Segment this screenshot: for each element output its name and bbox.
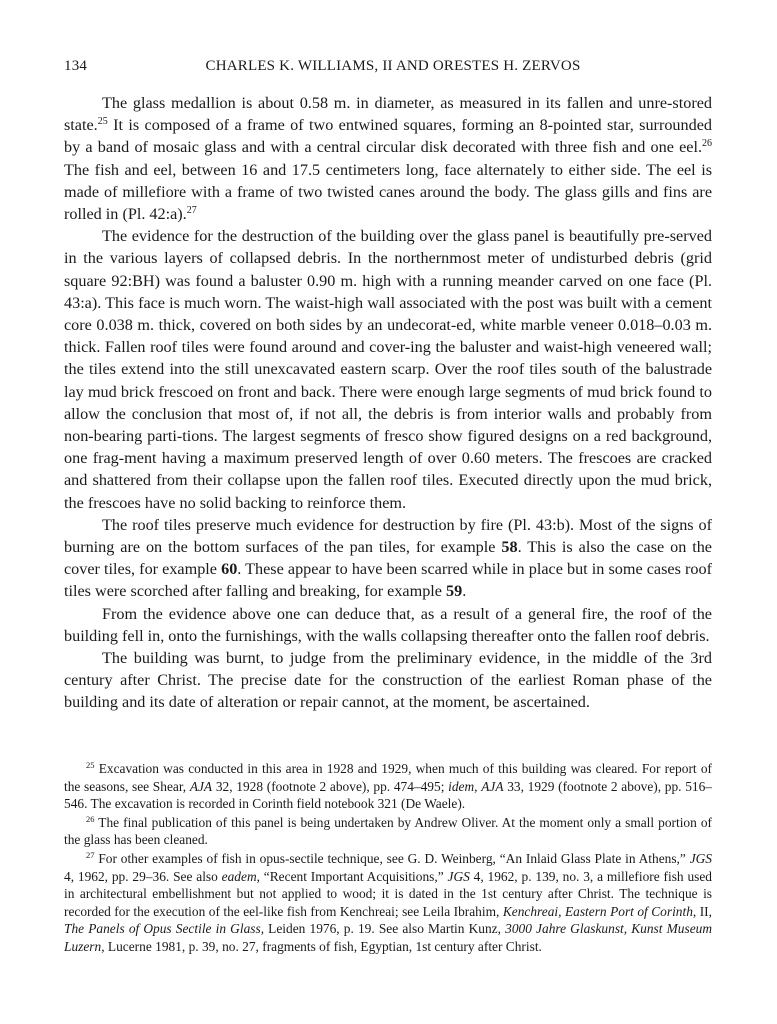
paragraph (64, 514, 712, 603)
text-run: . These appear to have been scarred while in place but in some cases roof tiles were scorched after falling and breaking, for example (64, 560, 712, 601)
paragraph (64, 647, 712, 714)
paragraph (64, 225, 712, 514)
catalog-number: 58 (501, 538, 518, 557)
text-run: From the evidence above one can deduce that, as a result of a general fire, the roof of the building fell in, onto the furnishings, with the walls collapsing thereafter onto the fallen roof debris. (64, 604, 712, 645)
italic-text: The Panels of Opus Sectile in Glass (64, 921, 261, 937)
footnote (64, 814, 712, 849)
text-run: 32, 1928 (footnote 2 above), pp. 474–495; (212, 778, 449, 794)
footnote (64, 760, 712, 813)
page-number: 134 (64, 58, 88, 74)
text-run: It is composed of a frame of two entwined squares, forming an 8-pointed star, surrounded by a band of mosaic glass and with a central circular disk decorated with three fish and one eel. (64, 116, 712, 157)
text-run: 33, 1929 (footnote 2 above), pp. 516–546. The excavation is recorded in Corinth field notebook 321 (De Waele). (64, 778, 712, 812)
paragraph (64, 92, 712, 225)
running-header (64, 58, 712, 82)
text-run: 4, 1962, pp. 29–36. See also (64, 868, 222, 884)
italic-text: eadem (221, 868, 257, 884)
footnote-ref[interactable]: 26 (702, 138, 712, 150)
italic-text: AJA (189, 778, 213, 794)
italic-text: idem (448, 778, 475, 794)
italic-text: JGS (447, 868, 470, 884)
italic-text: JGS (689, 850, 712, 866)
text-run: 4, 1962, p. 139, no. 3, a millefiore fish used in architectural embellishment but not applied to wood; it is dated in the 1st century after Christ. The technique is recorded for the execution of the eel-like fish from Kenchreai; see Leila Ibrahim, (64, 868, 712, 919)
text-run: , (474, 778, 482, 794)
footnote (64, 850, 712, 956)
text-run: The evidence for the destruction of the building over the glass panel is beautifully pre-served in the various layers of collapsed debris. In the northernmost meter of undisturbed debris (grid square 92:BH) was found a baluster 0.90 m. high with a running meander carved on one face (Pl. 43:a). This face is much worn. The waist-high wall associated with the post was built with a cement core 0.038 m. thick, covered on both sides by an undecorat-ed, white marble veneer 0.018–0.03 m. thick. Fallen roof tiles were found around and cover-ing the baluster and waist-high veneered wall; the tiles extend into the still unexcavated eastern scarp. Over the roof tiles south of the balustrade lay mud brick frescoed on front and back. There were enough large segments of mud brick found to allow the conclusion that most of, if not all, the debris is from interior walls and probably from non-bearing parti-tions. The largest segments of fresco show figured designs on a red background, one frag-ment having a maximum preserved length of over 0.60 meters. The frescoes are cracked and shattered from their collapse upon the fallen roof tiles. Executed directly upon the mud brick, the frescoes have no solid backing to reinforce them. (64, 227, 712, 512)
text-run: The roof tiles preserve much evidence for destruction by fire (Pl. 43:b). Most of the signs of burning are on the bottom surfaces of the pan tiles, for example (64, 515, 712, 557)
page (64, 58, 712, 714)
text-run: , II, (692, 903, 712, 919)
italic-text: AJA (481, 778, 504, 794)
text-run: Excavation was conducted in this area in 1928 and 1929, when much of this building was cleared. For report of the seasons, see Shear, (64, 761, 712, 794)
footnote-ref[interactable]: 27 (186, 205, 197, 217)
text-run: . (462, 582, 467, 601)
text-run: The fish and eel, between 16 and 17.5 centimeters long, face alternately to either side. The eel is made of millefiore with a frame of two twisted canes around the body. The glass gills and fins are rolled in (Pl. 42:a). (64, 160, 712, 224)
footnote-ref[interactable]: 25 (97, 116, 108, 128)
footnote-ref[interactable]: 27 (86, 849, 95, 860)
footnotes (64, 760, 712, 957)
text-run: The final publication of this panel is being undertaken by Andrew Oliver. At the moment only a small portion of the glass has been cleaned. (64, 814, 712, 848)
running-title: CHARLES K. WILLIAMS, II AND ORESTES H. ZERVOS (205, 58, 581, 74)
italic-text: Kenchreai, Eastern Port of Corinth (502, 903, 693, 919)
footnote-ref[interactable]: 26 (86, 813, 95, 824)
text-run: The glass medallion is about 0.58 m. in diameter, as measured in its fallen and unre-stored state. (64, 94, 712, 135)
catalog-number: 60 (221, 560, 238, 579)
footnote-ref[interactable]: 25 (86, 760, 95, 770)
body-text (64, 92, 712, 714)
text-run: , “Recent Important Acquisitions,” (256, 868, 448, 884)
text-run: The building was burnt, to judge from the preliminary evidence, in the middle of the 3rd century after Christ. The precise date for the construction of the earliest Roman phase of the building and its date of alteration or repair cannot, at the moment, be ascertained. (64, 649, 712, 712)
catalog-number: 59 (446, 582, 463, 601)
text-run: , Lucerne 1981, p. 39, no. 27, fragments of fish, Egyptian, 1st century after Christ. (101, 938, 542, 954)
text-run: . This is also the case on the cover tiles, for example (64, 538, 712, 579)
text-run: , Leiden 1976, p. 19. See also Martin Kunz, (260, 921, 506, 937)
paragraph (64, 603, 712, 647)
italic-text: 3000 Jahre Glaskunst, Kunst Museum Luzern (64, 921, 713, 954)
text-run: For other examples of fish in opus-sectile technique, see G. D. Weinberg, “An Inlaid Glass Plate in Athens,” (94, 850, 690, 866)
